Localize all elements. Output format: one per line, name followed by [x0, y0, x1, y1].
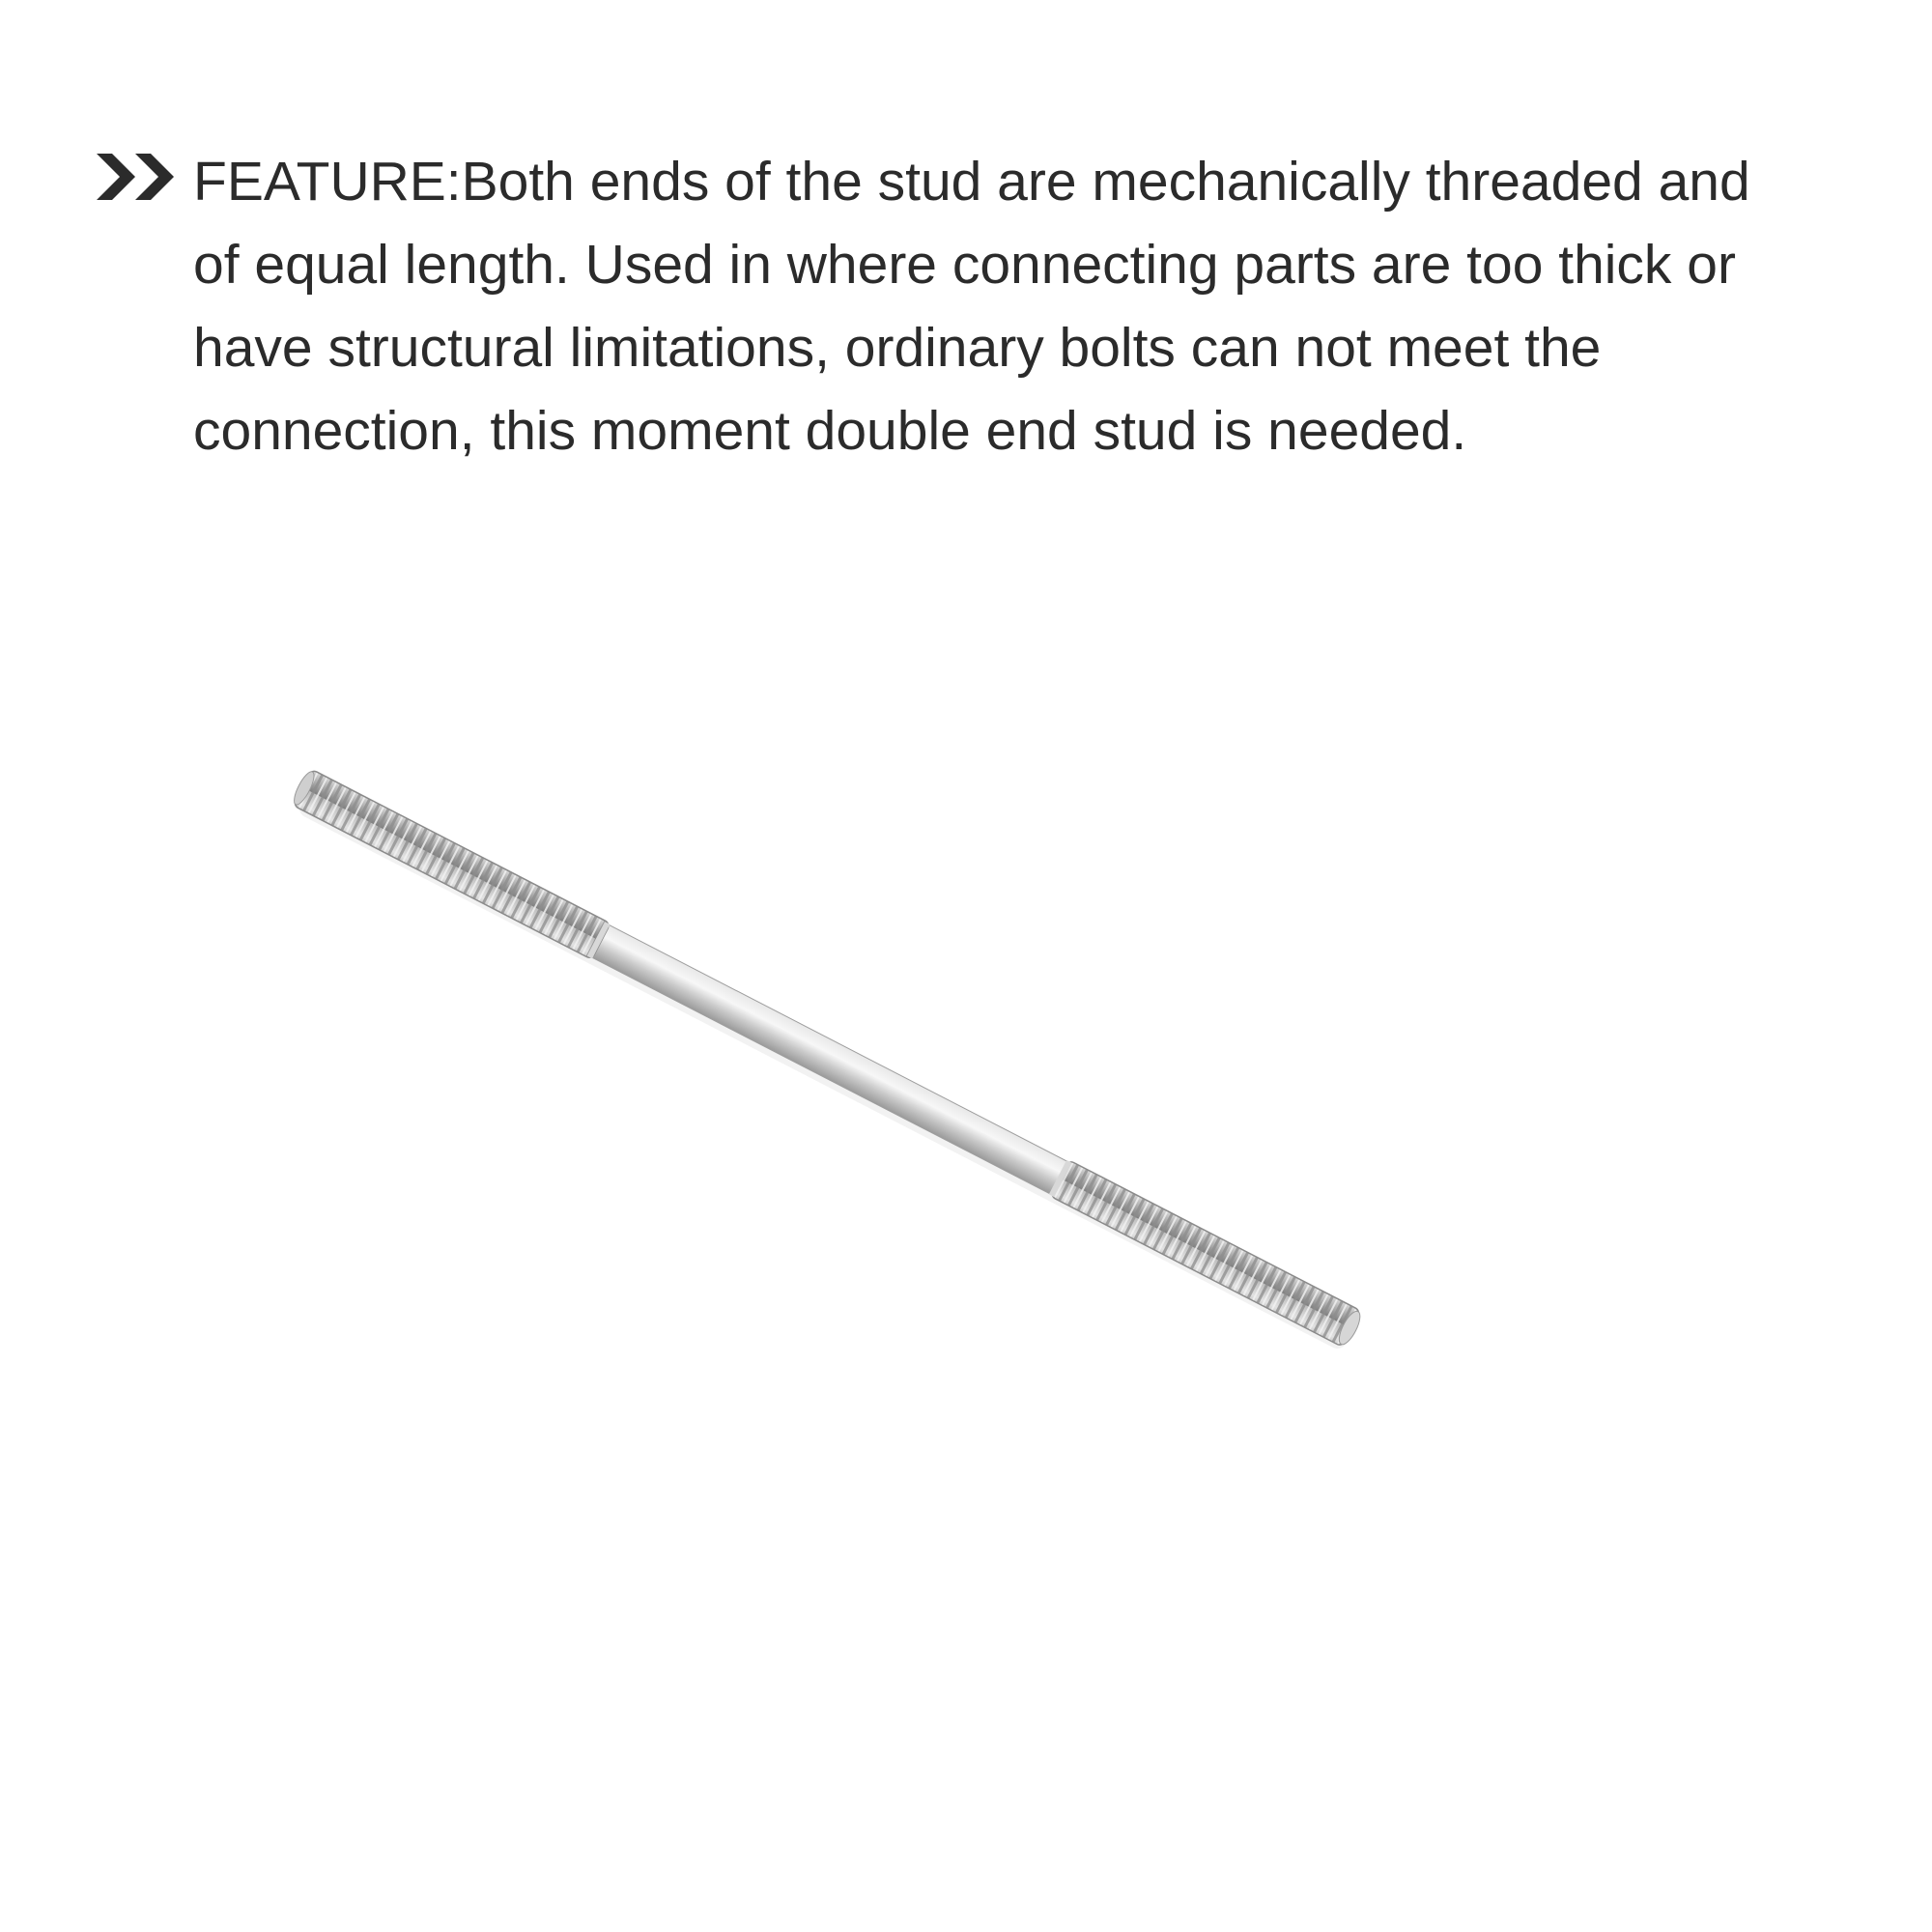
feature-line-2: of equal length. Used in where connecting parts are too thick or	[193, 234, 1736, 296]
feature-line-1: FEATURE:Both ends of the stud are mechanically threaded and	[193, 151, 1750, 213]
feature-line-3: have structural limitations, ordinary bolts can not meet the	[193, 317, 1602, 379]
feature-line-4: connection, this moment double end stud is needed.	[193, 400, 1467, 462]
